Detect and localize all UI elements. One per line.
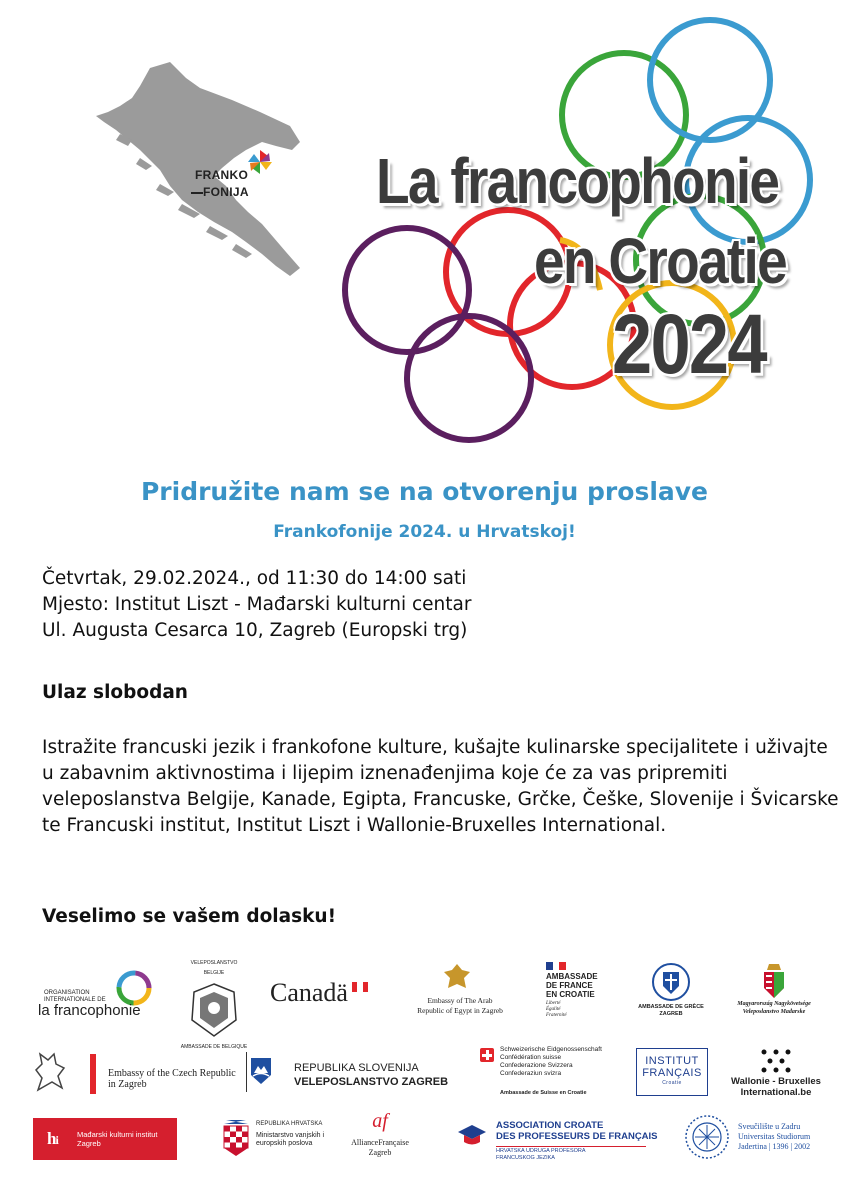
greece-emblem-icon [651, 962, 691, 1002]
ring-purple-bottom [407, 316, 531, 440]
frankofonija-logo [195, 167, 249, 201]
egypt-eagle-icon [442, 962, 472, 992]
czech-divider [246, 1052, 247, 1092]
acpf-line4: FRANCUSKOG JEZIKA [496, 1155, 555, 1161]
france-line3: EN CROATIE [546, 990, 595, 999]
swiss-flag-icon [480, 1048, 494, 1062]
hungary-line2: Veleposlanstvo Mađarske [742, 1009, 806, 1015]
france-motto1: Liberté [546, 1001, 561, 1006]
oif-line3: la francophonie [38, 1002, 141, 1019]
sponsor-croatia-mfa [222, 1116, 338, 1164]
event-place: Mjesto: Institut Liszt - Mađarski kulturni centar [42, 594, 472, 615]
swiss-line3: Confederazione Svizzera [500, 1062, 573, 1069]
sponsor-slovenia [250, 1055, 460, 1095]
headline-sub: Frankofonije 2024. u Hrvatskoj! [273, 522, 576, 542]
entry-note: Ulaz slobodan [42, 682, 188, 703]
swiss-line1: Schweizerische Eidgenossenschaft [500, 1046, 602, 1053]
acpf-line2: DES PROFESSEURS DE FRANÇAIS [496, 1131, 658, 1142]
liszt-mark-icon: hi [47, 1129, 58, 1148]
swiss-line2: Confédération suisse [500, 1054, 562, 1061]
czech-flag-icon [86, 1054, 100, 1094]
swiss-line5: Ambassade de Suisse en Croatie [500, 1090, 587, 1096]
sponsor-hungary [726, 962, 822, 1026]
sponsor-greece [636, 962, 706, 1026]
af-line1: AllianceFrançaise [351, 1138, 409, 1147]
acpf-line1: ASSOCIATION CROATE [496, 1120, 604, 1131]
slovenia-shield-icon [250, 1057, 272, 1085]
af-mark-icon: af [372, 1110, 388, 1132]
slovenia-line2: VELEPOSLANSTVO ZAGREB [294, 1076, 449, 1088]
sponsor-canada: Canadä [270, 978, 348, 1007]
oif-line2: INTERNATIONALE DE [44, 997, 106, 1003]
if-line2: FRANÇAIS [642, 1067, 702, 1079]
swiss-line4: Confederaziun svizra [500, 1070, 562, 1077]
france-motto3: Fraternité [546, 1013, 567, 1018]
zadar-seal-icon [684, 1114, 730, 1160]
headline-main: Pridružite nam se na otvorenju proslave [140, 477, 709, 506]
hungary-crest-icon [759, 962, 789, 1000]
belgium-crest-icon [184, 980, 244, 1040]
greece-line2: ZAGREB [659, 1011, 683, 1017]
logo-line1: FRANKO [195, 168, 249, 182]
pinwheel-icon [248, 150, 272, 174]
egypt-line1: Embassy of The Arab [427, 996, 493, 1005]
sponsor-acpf [456, 1118, 666, 1164]
title-line2: en Croatie [534, 225, 786, 297]
af-line2: Zagreb [368, 1148, 392, 1157]
graduation-cap-icon [456, 1122, 488, 1150]
france-line2: DE FRANCE [546, 981, 593, 990]
sponsor-oif [38, 968, 168, 1020]
logo-line2: FONIJA [195, 184, 249, 201]
sponsor-czech [30, 1050, 245, 1100]
closing-line: Veselimo se vašem dolasku! [42, 906, 337, 927]
canada-flag-icon [352, 982, 368, 992]
czech-line1: Embassy of the Czech Republic [108, 1068, 236, 1079]
sponsor-alliance-francaise [346, 1110, 414, 1166]
if-line1: INSTITUT [645, 1055, 699, 1067]
belgium-bottom: AMBASSADE DE BELGIQUE [180, 1044, 248, 1050]
event-info [42, 566, 822, 644]
croatia-coat-of-arms-icon [222, 1118, 250, 1158]
hungary-line1: Magyarország Nagykövetsége [737, 1001, 811, 1007]
croatia-line1: REPUBLIKA HRVATSKA [256, 1121, 323, 1127]
liszt-line2: Zagreb [77, 1139, 101, 1148]
ring-blue-top [650, 20, 770, 140]
sponsor-egypt [400, 962, 520, 1024]
sponsor-zadar [684, 1114, 834, 1164]
france-motto2: Égalité [546, 1007, 561, 1012]
czech-line2: in Zagreb [108, 1079, 147, 1090]
greece-line1: AMBASSADE DE GRÈCE [638, 1004, 704, 1010]
title-line1: La francophonie [376, 145, 779, 217]
france-line1: AMBASSADE [546, 972, 598, 981]
sponsor-france [546, 962, 616, 1026]
event-description: Istražite francuski jezik i frankofone kulture, kušajte kulinarske specijalitete i uživajte u zabavnim aktivnostima i lijepim iznenađenjima koje će za vas pripremiti veleposlanstva Belgije, Kanade, Egipta, Francuske, Grčke, Češke, Slovenije i Švicarske te Francuski institut, Institut Liszt i Wallonie-Bruxelles International. [42, 737, 839, 836]
sponsor-wbi [728, 1048, 824, 1104]
france-flag-icon [546, 962, 566, 970]
zadar-line2: Universitas Studiorum [738, 1132, 811, 1141]
zadar-line1: Sveučilište u Zadru [738, 1122, 801, 1131]
belgium-top: VELEPOSLANSTVO BELGIJE [190, 960, 238, 976]
sponsor-institut-francais [636, 1048, 708, 1096]
slovenia-line1: REPUBLIKA SLOVENIJA [294, 1062, 419, 1074]
wbi-line2: International.be [740, 1087, 812, 1098]
sponsor-switzerland [480, 1046, 620, 1102]
event-address: Ul. Augusta Cesarca 10, Zagreb (Europski trg) [42, 620, 468, 641]
egypt-line2: Republic of Egypt in Zagreb [417, 1006, 503, 1015]
title-year: 2024 [612, 297, 766, 391]
croatia-line3: europskih poslova [256, 1140, 313, 1147]
poster-header [0, 0, 849, 470]
zadar-line3: Jadertina | 1396 | 2002 [738, 1142, 811, 1151]
czech-lion-icon [30, 1050, 72, 1094]
acpf-line3: HRVATSKA UDRUGA PROFESORA [496, 1148, 586, 1154]
if-line3: Croatie [662, 1080, 682, 1086]
croatia-line2: Ministarstvo vanjskih i [256, 1132, 325, 1139]
sponsor-liszt [33, 1118, 177, 1160]
wbi-line1: Wallonie - Bruxelles [731, 1076, 821, 1087]
liszt-line1: Mađarski kulturni institut [77, 1130, 158, 1139]
wbi-dots-icon [756, 1048, 796, 1074]
oif-line1: ORGANISATION [44, 990, 90, 996]
sponsor-belgium [180, 958, 248, 1050]
event-date: Četvrtak, 29.02.2024., od 11:30 do 14:00 sati [42, 568, 467, 589]
